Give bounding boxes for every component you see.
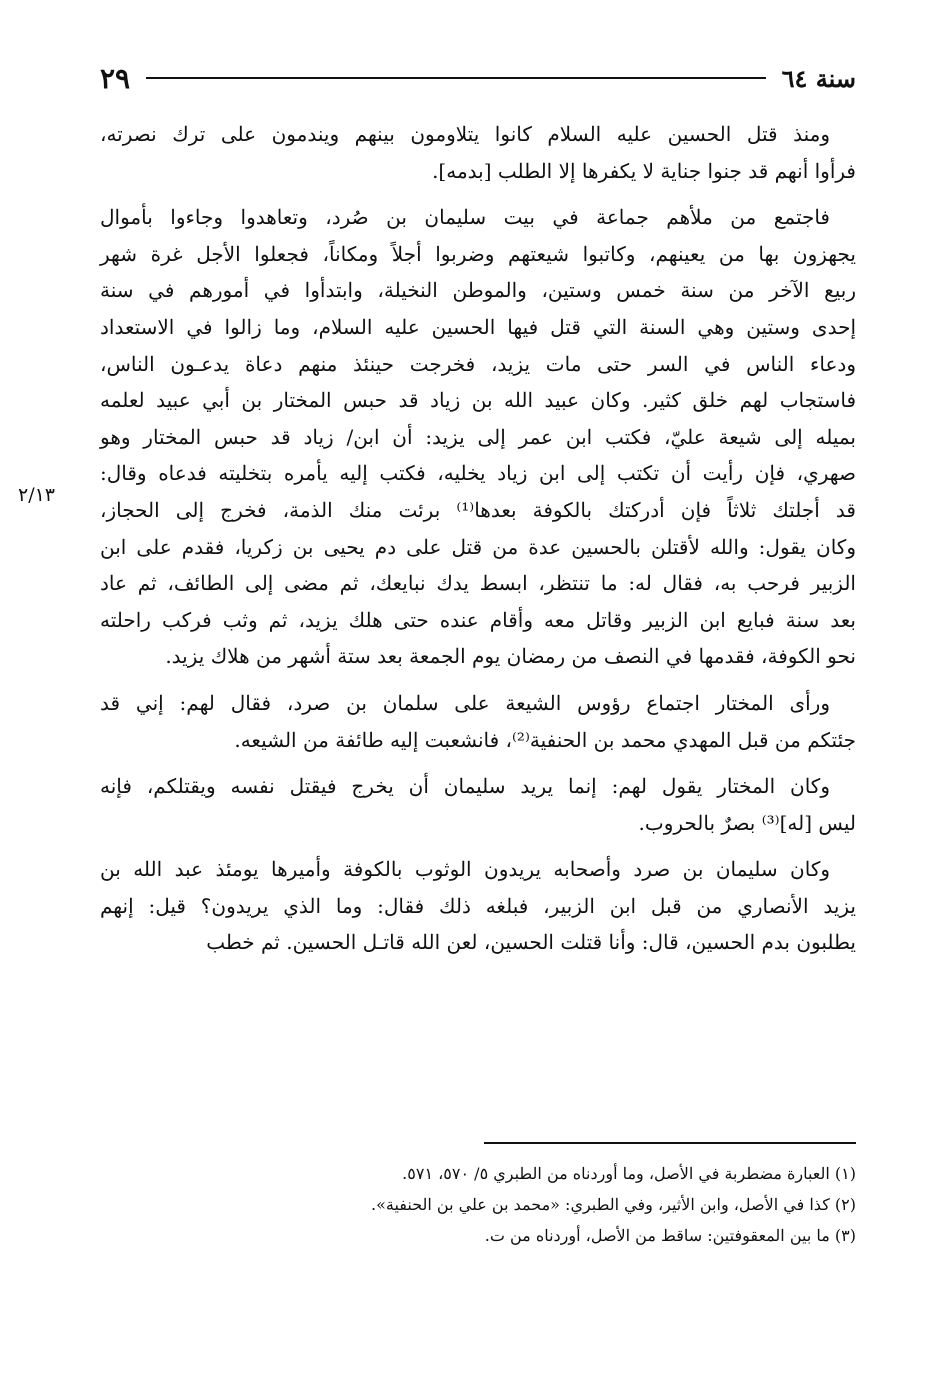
text-line: الزبير فرحب به، فقال له: ما تنتظر، ابسط يدك نبايعك، ثم مضى إلى الطائف، ثم عاد [100, 571, 856, 596]
text-line: إحدى وستين وهي السنة التي قتل فيها الحسين عليه السلام، وما زالوا في الاستعداد [100, 314, 856, 339]
main-text [100, 116, 856, 971]
running-head-year: سنة ٦٤ [781, 63, 856, 93]
text-line: فاستجاب لهم خلق كثير. وكان عبيد الله بن زياد قد حبس المختار بن أبي عبيد لعلمه [100, 388, 857, 413]
footnote-rule [484, 1142, 856, 1144]
text-line: فاجتمع من ملأهم جماعة في بيت سليمان بن صُرد، وتعاهدوا وجاءوا بأموال [100, 205, 830, 230]
text-line: ليس [له]⁽³⁾ بصرٌ بالحروب. [638, 810, 856, 835]
text-line: ودعاء الناس في السر حتى مات يزيد، فخرجت حينئذ منهم دعاة يدعـون الناس، [100, 351, 856, 376]
paragraph [100, 768, 856, 841]
footnotes [200, 1158, 856, 1251]
text-line: بعد سنة فبايع ابن الزبير وقاتل معه وأقام عنده حتى هلك يزيد، ثم وثب فركب راحلته [100, 607, 856, 632]
paragraph [100, 851, 856, 961]
footnote-3: (٣) ما بين المعقوفتين: ساقط من الأصل، أوردناه من ت. [484, 1226, 856, 1245]
paragraph [100, 199, 856, 675]
text-line: قد أجلتك ثلاثاً فإن أدركتك بالكوفة بعدها⁽¹⁾ برئت منك الذمة، فخرج إلى الحجاز، [100, 497, 856, 522]
margin-folio-note: ٢/١٣ [18, 484, 56, 506]
text-line: صهري، فإن رأيت أن تكتب إلى ابن زياد يخليه، فكتب إليه يأمره بتخليته فدعاه وقال: [100, 461, 856, 486]
text-line: وكان سليمان بن صرد وأصحابه يريدون الوثوب بالكوفة وأميرها يومئذ عبد الله بن [100, 857, 830, 882]
header-rule [146, 77, 766, 79]
footnote-1: (١) العبارة مضطربة في الأصل، وما أوردناه من الطبري ٥/ ٥٧٠، ٥٧١. [402, 1164, 856, 1183]
page-number: ٢٩ [100, 61, 131, 95]
page-header [100, 58, 856, 98]
footnote-2: (٢) كذا في الأصل، وابن الأثير، وفي الطبري: «محمد بن علي بن الحنفية». [370, 1195, 856, 1214]
text-line: بميله إلى شيعة عليّ، فكتب ابن عمر إلى يزيد: أن ابن/ زياد قد حبس المختار وهو [100, 424, 856, 449]
text-line: نحو الكوفة، فقدمها في النصف من رمضان يوم الجمعة بعد ستة أشهر من هلاك يزيد. [165, 644, 856, 669]
text-line: يطلبون بدم الحسين، قال: وأنا قتلت الحسين، لعن الله قاتـل الحسين. ثم خطب [206, 930, 856, 955]
text-line: ورأى المختار اجتماع رؤوس الشيعة على سلمان بن صرد، فقال لهم: إني قد [100, 690, 830, 715]
paragraph [100, 685, 856, 758]
text-line: ومنذ قتل الحسين عليه السلام كانوا يتلاومون بينهم ويندمون على ترك نصرته، [100, 122, 830, 146]
text-line: يجهزون بها من يعينهم، وكاتبوا شيعتهم وضربوا أجلاً ومكاناً، فجعلوا الأجل غرة شهر [100, 241, 856, 266]
text-line: وكان يقول: والله لأقتلن بالحسين عدة من قتل على دم يحيى بن زكريا، فقدم على ابن [100, 534, 856, 559]
text-line: فرأوا أنهم قد جنوا جناية لا يكفرها إلا الطلب [بدمه]. [432, 158, 856, 183]
text-line: ربيع الآخر من سنة خمس وستين، والموطن النخيلة، وابتدأوا في أمورهم في سنة [100, 278, 856, 303]
text-line: وكان المختار يقول لهم: إنما يريد سليمان أن يخرج فيقتل نفسه ويقتلكم، فإنه [100, 774, 830, 799]
text-line: يزيد الأنصاري من قبل ابن الزبير، فبلغه ذلك فقال: وما الذي يريدون؟ قيل: إنهم [100, 893, 856, 918]
text-line: جئتكم من قبل المهدي محمد بن الحنفية⁽²⁾، فانشعبت إليه طائفة من الشيعه. [234, 727, 856, 752]
paragraph [100, 116, 856, 189]
